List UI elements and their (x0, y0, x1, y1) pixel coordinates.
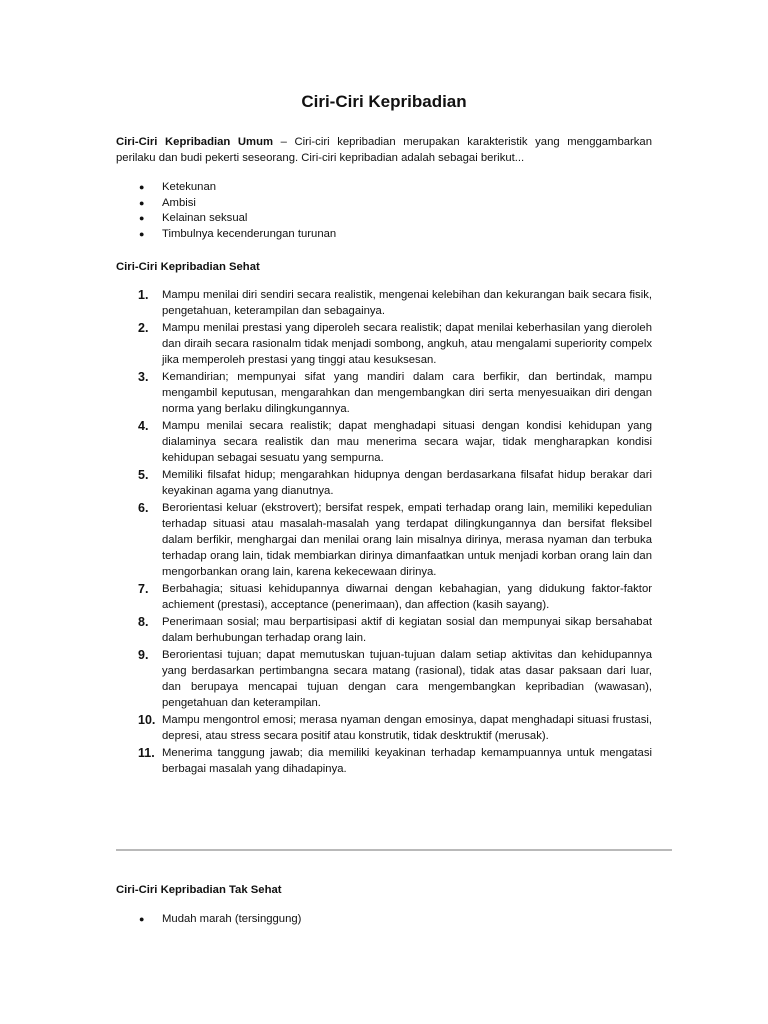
bullet-icon: ● (139, 228, 145, 239)
section-divider (116, 849, 672, 851)
item-number: 4. (138, 419, 149, 433)
item-number: 3. (138, 370, 149, 384)
item-number: 7. (138, 582, 149, 596)
healthy-traits-list (116, 287, 652, 777)
intro-bold-lead: Ciri-Ciri Kepribadian Umum (116, 136, 274, 148)
unhealthy-traits-list (116, 912, 652, 928)
list-item: 4. Mampu menilai secara realistik; dapat menghadapi situasi dengan kondisi kehidupan yang dialaminya secara realistik dan mau menerima secara wajar, tidak mengharapkan kondisi kehidupan sebagai sesuatu yang sempurna. (138, 419, 652, 464)
item-number: 6. (138, 501, 149, 515)
item-number: 10. (138, 713, 156, 727)
item-number: 11. (138, 746, 155, 760)
list-item: 5. Memiliki filsafat hidup; mengarahkan hidupnya dengan berdasarkana filsafat hidup berakar dari keyakinan agama yang dianutnya. (138, 468, 652, 497)
bullet-icon: ● (139, 197, 145, 208)
healthy-heading: Ciri-Ciri Kepribadian Sehat (116, 261, 260, 273)
bullet-icon: ● (139, 182, 145, 192)
item-number: 9. (138, 648, 149, 662)
list-item: 6. Berorientasi keluar (ekstrovert); bersifat respek, empati terhadap orang lain, memiliki kepedulian terhadap situasi atau masalah-masalah yang terdapat dilingkungannya dan bersifat fleksibel dalam berfikir, menghargai dan menilai orang lain misalnya dirinya, merasa nyaman dan terbuka terhadap orang lain, tidak membiarkan dirinya dimanfaatkan untuk menjadi korban orang lain dan mengorbankan orang lain, karena kekecewaan dirinya. (138, 501, 652, 578)
page-title: Ciri-Ciri Kepribadian (301, 92, 467, 111)
list-item: 10. Mampu mengontrol emosi; merasa nyaman dengan emosinya, dapat menghadapi situasi frustasi, depresi, atau stress secara positif atau konstrutik, tidak desktruktif (merusak). (138, 713, 652, 742)
list-item: 1. Mampu menilai diri sendiri secara realistik, mengenai kelebihan dan kekurangan baik secara fisik, pengetahuan, keterampilan dan sebagainya. (138, 288, 652, 317)
unhealthy-heading: Ciri-Ciri Kepribadian Tak Sehat (116, 884, 282, 896)
intro-paragraph (116, 134, 652, 166)
list-item: 9. Berorientasi tujuan; dapat memutuskan tujuan-tujuan dalam setiap aktivitas dan kehidupannya yang berdasarkan pertimbangna secara matang (rasional), tidak atas dasar paksaan dari luar, dan berupaya mencapai tujuan dengan cara mengembangkan kepribadian (wawasan), pengetahuan dan keterampilan. (138, 648, 652, 709)
item-number: 8. (138, 615, 149, 629)
bullet-icon: ● (139, 914, 145, 924)
list-item: 11. Menerima tanggung jawab; dia memiliki keyakinan terhadap kemampuannya untuk mengatasi berbagai masalah yang dihadapinya. (138, 746, 652, 775)
bullet-icon: ● (139, 213, 145, 223)
item-number: 5. (138, 468, 149, 482)
list-item: ● Ketekunan (116, 180, 652, 196)
list-item: ● Ambisi (116, 196, 652, 212)
document-page (116, 92, 652, 778)
list-item: 2. Mampu menilai prestasi yang diperoleh secara realistik; dapat menilai keberhasilan yang dieroleh dan diraih secara rasionalm tidak menjadi sombong, angkuh, atau mengalami superiority compelx jika memperoleh prestasi yang tinggi atau kesuksesan. (138, 321, 652, 366)
list-item: 8. Penerimaan sosial; mau berpartisipasi aktif di kegiatan sosial dan mempunyai sikap bersahabat dalam berhubungan terhadap orang lain. (138, 615, 652, 644)
item-number: 1. (138, 288, 149, 302)
list-item: 7. Berbahagia; situasi kehidupannya diwarnai dengan kebahagian, yang didukung faktor-faktor achiement (prestasi), acceptance (penerimaan), dan affection (kasih sayang). (138, 582, 652, 611)
list-item: ● Mudah marah (tersinggung) (116, 912, 652, 928)
list-item: 3. Kemandirian; mempunyai sifat yang mandiri dalam cara berfikir, dan bertindak, mampu mengambil keputusan, mengarahkan dan mengembangkan diri serta menyesuaikan diri dengan norma yang berlaku dilingkungannya. (138, 370, 652, 415)
general-traits-list (116, 180, 652, 242)
list-item: ● Kelainan seksual (116, 211, 652, 227)
intro-text: – Ciri-ciri kepribadian merupakan karakteristik yang menggambarkan perilaku dan budi pekerti seseorang. Ciri-ciri kepribadian adalah sebagai berikut... (116, 136, 652, 164)
unhealthy-section (116, 882, 652, 928)
list-item: ● Timbulnya kecenderungan turunan (116, 227, 652, 243)
item-number: 2. (138, 321, 149, 335)
